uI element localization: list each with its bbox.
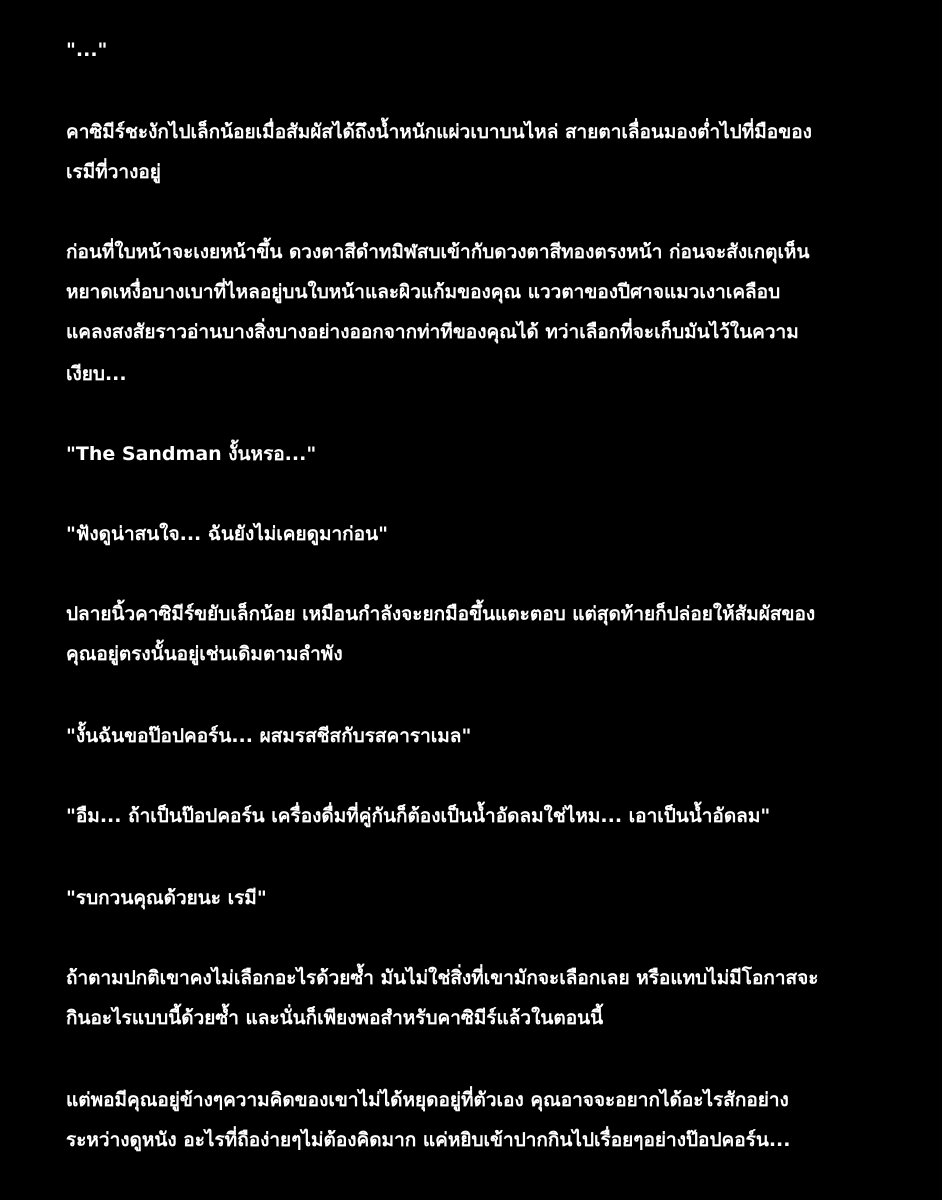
narration-line: แต่พอมีคุณอยู่ข้างๆความคิดของเขาไม่ได้หยุดอยู่ที่ตัวเอง คุณอาจจะอยากได้อะไรสักอย่าง	[66, 1089, 789, 1111]
dialogue-line: "งั้นฉันขอป๊อปคอร์น... ผสมรสชีสกับรสคาราเมล"	[66, 725, 472, 747]
dialogue-line: "รบกวนคุณด้วยนะ เรมี"	[66, 887, 267, 909]
narration-line: ปลายนิ้วคาซิมีร์ขยับเล็กน้อย เหมือนกำลังจะยกมือขึ้นแตะตอบ แต่สุดท้ายก็ปล่อยให้สัมผัสของ	[66, 603, 816, 625]
narration-line: คาซิมีร์ชะงักไปเล็กน้อยเมื่อสัมผัสได้ถึงน้ำหนักแผ่วเบาบนไหล่ สายตาเลื่อนมองต่ำไปที่มือของ	[66, 121, 812, 143]
dialogue-line: "The Sandman งั้นหรอ..."	[66, 443, 317, 465]
dialogue-line: "..."	[66, 39, 108, 61]
narration-line: ก่อนที่ใบหน้าจะเงยหน้าขึ้น ดวงตาสีดำทมิฬสบเข้ากับดวงตาสีทองตรงหน้า ก่อนจะสังเกตุเห็น	[66, 241, 810, 263]
narration-line: กินอะไรแบบนี้ด้วยซ้ำ และนั่นก็เพียงพอสำหรับคาซิมีร์แล้วในตอนนี้	[66, 1007, 604, 1029]
narration-line: ระหว่างดูหนัง อะไรที่ถือง่ายๆไม่ต้องคิดมาก แค่หยิบเข้าปากกินไปเรื่อยๆอย่างป๊อปคอร์น...	[66, 1129, 791, 1151]
narration-line: คุณอยู่ตรงนั้นอยู่เช่นเดิมตามลำพัง	[66, 643, 343, 665]
dialogue-line: "ฟังดูน่าสนใจ... ฉันยังไม่เคยดูมาก่อน"	[66, 523, 388, 545]
narration-line: เรมีที่วางอยู่	[66, 161, 161, 183]
narration-line: ถ้าตามปกติเขาคงไม่เลือกอะไรด้วยซ้ำ มันไม่ใช่สิ่งที่เขามักจะเลือกเลย หรือแทบไม่มีโอกาสจะ	[66, 967, 819, 989]
narration-line: หยาดเหงื่อบางเบาที่ไหลอยู่บนใบหน้าและผิวแก้มของคุณ แววตาของปีศาจแมวเงาเคลือบ	[66, 281, 781, 303]
narration-line: แคลงสงสัยราวอ่านบางสิ่งบางอย่างออกจากท่าทีของคุณได้ ทว่าเลือกที่จะเก็บมันไว้ในความ	[66, 321, 799, 343]
dialogue-line: "อืม... ถ้าเป็นป๊อปคอร์น เครื่องดื่มที่คู่กันก็ต้องเป็นน้ำอัดลมใช่ไหม... เอาเป็นน้ำอัดลม"	[66, 805, 771, 827]
narration-line: เงียบ...	[66, 363, 127, 385]
